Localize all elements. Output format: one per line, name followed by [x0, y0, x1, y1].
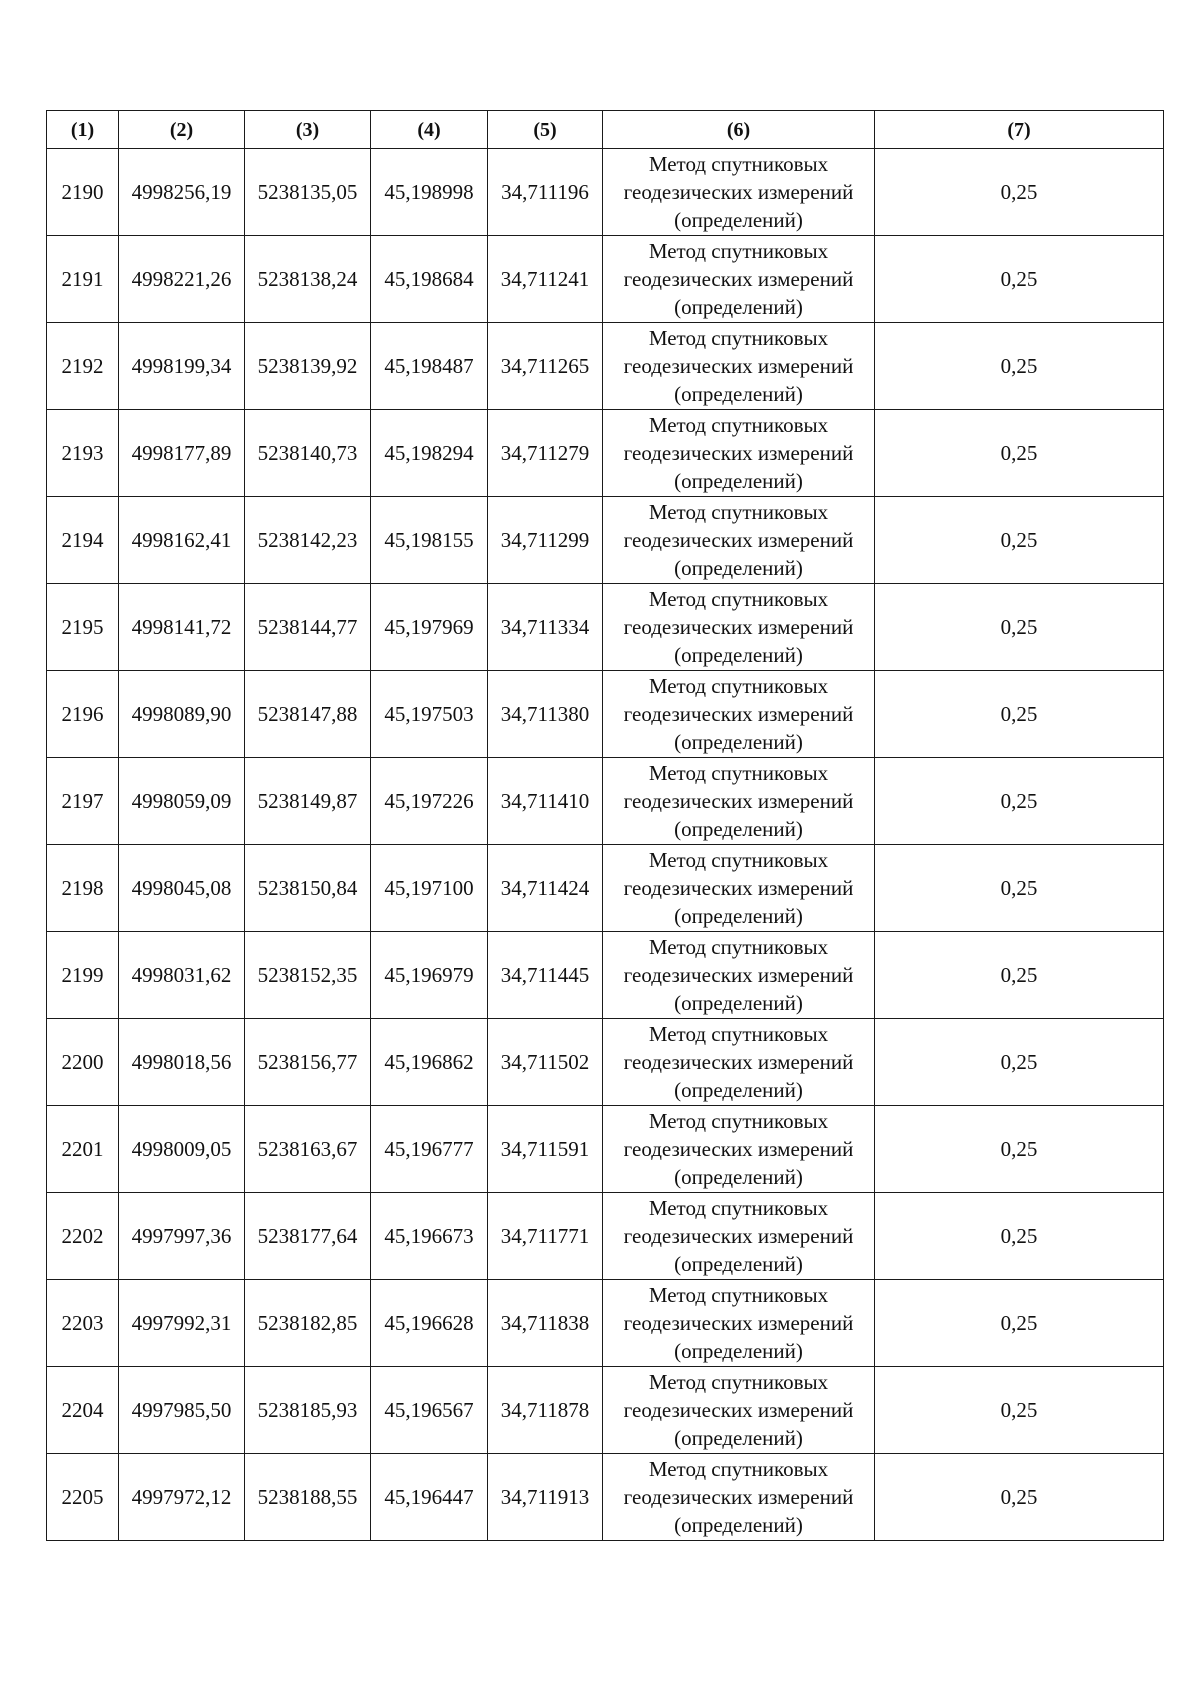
header-col-2: (2)	[119, 111, 245, 149]
coord-y-cell: 5238150,84	[245, 845, 371, 932]
latitude-cell: 45,196447	[371, 1454, 488, 1541]
header-col-5: (5)	[488, 111, 603, 149]
method-line: (определений)	[674, 556, 803, 580]
method-line: Метод спутниковых	[648, 239, 829, 263]
latitude-cell: 45,196777	[371, 1106, 488, 1193]
accuracy-cell: 0,25	[875, 584, 1164, 671]
method-line: геодезических измерений	[623, 615, 854, 639]
coord-y-cell: 5238177,64	[245, 1193, 371, 1280]
longitude-cell: 34,711299	[488, 497, 603, 584]
point-number-cell: 2191	[47, 236, 119, 323]
longitude-cell: 34,711424	[488, 845, 603, 932]
method-line: геодезических измерений	[623, 963, 854, 987]
coord-x-cell: 4998059,09	[119, 758, 245, 845]
point-number-cell: 2198	[47, 845, 119, 932]
accuracy-cell: 0,25	[875, 497, 1164, 584]
point-number-cell: 2194	[47, 497, 119, 584]
accuracy-cell: 0,25	[875, 149, 1164, 236]
accuracy-cell: 0,25	[875, 236, 1164, 323]
method-line: геодезических измерений	[623, 441, 854, 465]
coord-x-cell: 4997997,36	[119, 1193, 245, 1280]
method-cell	[603, 1454, 875, 1541]
point-number-cell: 2192	[47, 323, 119, 410]
method-line: (определений)	[674, 382, 803, 406]
point-number-cell: 2205	[47, 1454, 119, 1541]
table-header	[47, 111, 1164, 149]
longitude-cell: 34,711878	[488, 1367, 603, 1454]
accuracy-cell: 0,25	[875, 845, 1164, 932]
coord-y-cell: 5238156,77	[245, 1019, 371, 1106]
latitude-cell: 45,197100	[371, 845, 488, 932]
coord-y-cell: 5238139,92	[245, 323, 371, 410]
table-row	[47, 584, 1164, 671]
coord-y-cell: 5238144,77	[245, 584, 371, 671]
method-cell	[603, 932, 875, 1019]
header-col-6: (6)	[603, 111, 875, 149]
method-line: геодезических измерений	[623, 267, 854, 291]
accuracy-cell: 0,25	[875, 1280, 1164, 1367]
coord-x-cell: 4997985,50	[119, 1367, 245, 1454]
header-col-1: (1)	[47, 111, 119, 149]
accuracy-cell: 0,25	[875, 1106, 1164, 1193]
latitude-cell: 45,196979	[371, 932, 488, 1019]
method-line: геодезических измерений	[623, 1398, 854, 1422]
coordinates-table	[46, 110, 1164, 1541]
coord-y-cell: 5238185,93	[245, 1367, 371, 1454]
accuracy-cell: 0,25	[875, 1454, 1164, 1541]
table-row	[47, 845, 1164, 932]
latitude-cell: 45,197226	[371, 758, 488, 845]
accuracy-cell: 0,25	[875, 932, 1164, 1019]
header-col-7: (7)	[875, 111, 1164, 149]
method-line: Метод спутниковых	[648, 587, 829, 611]
method-cell	[603, 149, 875, 236]
table-row	[47, 1280, 1164, 1367]
longitude-cell: 34,711913	[488, 1454, 603, 1541]
latitude-cell: 45,198155	[371, 497, 488, 584]
method-line: геодезических измерений	[623, 1485, 854, 1509]
latitude-cell: 45,196628	[371, 1280, 488, 1367]
method-line: (определений)	[674, 991, 803, 1015]
longitude-cell: 34,711196	[488, 149, 603, 236]
point-number-cell: 2197	[47, 758, 119, 845]
point-number-cell: 2201	[47, 1106, 119, 1193]
method-line: Метод спутниковых	[648, 1457, 829, 1481]
coord-y-cell: 5238140,73	[245, 410, 371, 497]
method-line: Метод спутниковых	[648, 1196, 829, 1220]
header-col-3: (3)	[245, 111, 371, 149]
method-cell	[603, 1280, 875, 1367]
method-cell	[603, 845, 875, 932]
method-line: геодезических измерений	[623, 789, 854, 813]
coord-y-cell: 5238135,05	[245, 149, 371, 236]
table-row	[47, 1367, 1164, 1454]
method-line: геодезических измерений	[623, 354, 854, 378]
method-line: Метод спутниковых	[648, 1022, 829, 1046]
coord-y-cell: 5238138,24	[245, 236, 371, 323]
method-line: Метод спутниковых	[648, 152, 829, 176]
table-row	[47, 236, 1164, 323]
point-number-cell: 2203	[47, 1280, 119, 1367]
latitude-cell: 45,198684	[371, 236, 488, 323]
longitude-cell: 34,711445	[488, 932, 603, 1019]
accuracy-cell: 0,25	[875, 1367, 1164, 1454]
method-cell	[603, 1367, 875, 1454]
header-row	[47, 111, 1164, 149]
table-row	[47, 149, 1164, 236]
method-cell	[603, 323, 875, 410]
method-line: (определений)	[674, 730, 803, 754]
accuracy-cell: 0,25	[875, 323, 1164, 410]
accuracy-cell: 0,25	[875, 1019, 1164, 1106]
method-line: (определений)	[674, 817, 803, 841]
coord-y-cell: 5238152,35	[245, 932, 371, 1019]
method-line: Метод спутниковых	[648, 1370, 829, 1394]
latitude-cell: 45,196673	[371, 1193, 488, 1280]
method-cell	[603, 410, 875, 497]
longitude-cell: 34,711838	[488, 1280, 603, 1367]
method-line: (определений)	[674, 295, 803, 319]
longitude-cell: 34,711591	[488, 1106, 603, 1193]
method-line: Метод спутниковых	[648, 500, 829, 524]
header-col-4: (4)	[371, 111, 488, 149]
coord-x-cell: 4997992,31	[119, 1280, 245, 1367]
coord-x-cell: 4998256,19	[119, 149, 245, 236]
method-line: (определений)	[674, 469, 803, 493]
table-row	[47, 1454, 1164, 1541]
table-body	[47, 149, 1164, 1541]
method-line: Метод спутниковых	[648, 674, 829, 698]
method-line: геодезических измерений	[623, 1224, 854, 1248]
method-line: геодезических измерений	[623, 702, 854, 726]
longitude-cell: 34,711334	[488, 584, 603, 671]
method-line: Метод спутниковых	[648, 1109, 829, 1133]
method-cell	[603, 1193, 875, 1280]
method-line: геодезических измерений	[623, 1137, 854, 1161]
method-line: (определений)	[674, 904, 803, 928]
latitude-cell: 45,198487	[371, 323, 488, 410]
method-line: (определений)	[674, 1339, 803, 1363]
coord-x-cell: 4998009,05	[119, 1106, 245, 1193]
longitude-cell: 34,711771	[488, 1193, 603, 1280]
method-line: Метод спутниковых	[648, 1283, 829, 1307]
table-row	[47, 932, 1164, 1019]
method-cell	[603, 236, 875, 323]
table-row	[47, 1193, 1164, 1280]
longitude-cell: 34,711380	[488, 671, 603, 758]
coord-x-cell: 4997972,12	[119, 1454, 245, 1541]
coord-x-cell: 4998141,72	[119, 584, 245, 671]
longitude-cell: 34,711241	[488, 236, 603, 323]
accuracy-cell: 0,25	[875, 671, 1164, 758]
coord-y-cell: 5238182,85	[245, 1280, 371, 1367]
point-number-cell: 2200	[47, 1019, 119, 1106]
method-line: (определений)	[674, 1513, 803, 1537]
table-row	[47, 671, 1164, 758]
point-number-cell: 2204	[47, 1367, 119, 1454]
method-cell	[603, 1106, 875, 1193]
method-line: (определений)	[674, 1426, 803, 1450]
coord-x-cell: 4998221,26	[119, 236, 245, 323]
coord-x-cell: 4998018,56	[119, 1019, 245, 1106]
method-line: (определений)	[674, 1078, 803, 1102]
point-number-cell: 2195	[47, 584, 119, 671]
method-line: геодезических измерений	[623, 1050, 854, 1074]
coord-x-cell: 4998045,08	[119, 845, 245, 932]
coord-x-cell: 4998089,90	[119, 671, 245, 758]
coord-y-cell: 5238142,23	[245, 497, 371, 584]
table-row	[47, 410, 1164, 497]
longitude-cell: 34,711265	[488, 323, 603, 410]
method-line: Метод спутниковых	[648, 326, 829, 350]
table-row	[47, 323, 1164, 410]
point-number-cell: 2190	[47, 149, 119, 236]
latitude-cell: 45,198294	[371, 410, 488, 497]
method-line: (определений)	[674, 1165, 803, 1189]
longitude-cell: 34,711502	[488, 1019, 603, 1106]
method-line: (определений)	[674, 1252, 803, 1276]
method-line: геодезических измерений	[623, 876, 854, 900]
method-cell	[603, 671, 875, 758]
accuracy-cell: 0,25	[875, 1193, 1164, 1280]
latitude-cell: 45,197969	[371, 584, 488, 671]
point-number-cell: 2199	[47, 932, 119, 1019]
method-line: геодезических измерений	[623, 1311, 854, 1335]
coord-y-cell: 5238188,55	[245, 1454, 371, 1541]
latitude-cell: 45,198998	[371, 149, 488, 236]
latitude-cell: 45,196567	[371, 1367, 488, 1454]
coord-x-cell: 4998162,41	[119, 497, 245, 584]
coord-y-cell: 5238149,87	[245, 758, 371, 845]
coord-y-cell: 5238147,88	[245, 671, 371, 758]
accuracy-cell: 0,25	[875, 758, 1164, 845]
method-cell	[603, 1019, 875, 1106]
method-line: (определений)	[674, 208, 803, 232]
coord-x-cell: 4998199,34	[119, 323, 245, 410]
latitude-cell: 45,197503	[371, 671, 488, 758]
latitude-cell: 45,196862	[371, 1019, 488, 1106]
method-line: геодезических измерений	[623, 180, 854, 204]
longitude-cell: 34,711279	[488, 410, 603, 497]
table-row	[47, 758, 1164, 845]
point-number-cell: 2193	[47, 410, 119, 497]
method-cell	[603, 758, 875, 845]
table-row	[47, 497, 1164, 584]
accuracy-cell: 0,25	[875, 410, 1164, 497]
method-line: Метод спутниковых	[648, 761, 829, 785]
method-line: геодезических измерений	[623, 528, 854, 552]
method-line: Метод спутниковых	[648, 848, 829, 872]
method-cell	[603, 497, 875, 584]
point-number-cell: 2202	[47, 1193, 119, 1280]
method-cell	[603, 584, 875, 671]
longitude-cell: 34,711410	[488, 758, 603, 845]
method-line: Метод спутниковых	[648, 935, 829, 959]
method-line: Метод спутниковых	[648, 413, 829, 437]
table-row	[47, 1106, 1164, 1193]
coord-x-cell: 4998177,89	[119, 410, 245, 497]
method-line: (определений)	[674, 643, 803, 667]
table-row	[47, 1019, 1164, 1106]
point-number-cell: 2196	[47, 671, 119, 758]
coord-x-cell: 4998031,62	[119, 932, 245, 1019]
coord-y-cell: 5238163,67	[245, 1106, 371, 1193]
